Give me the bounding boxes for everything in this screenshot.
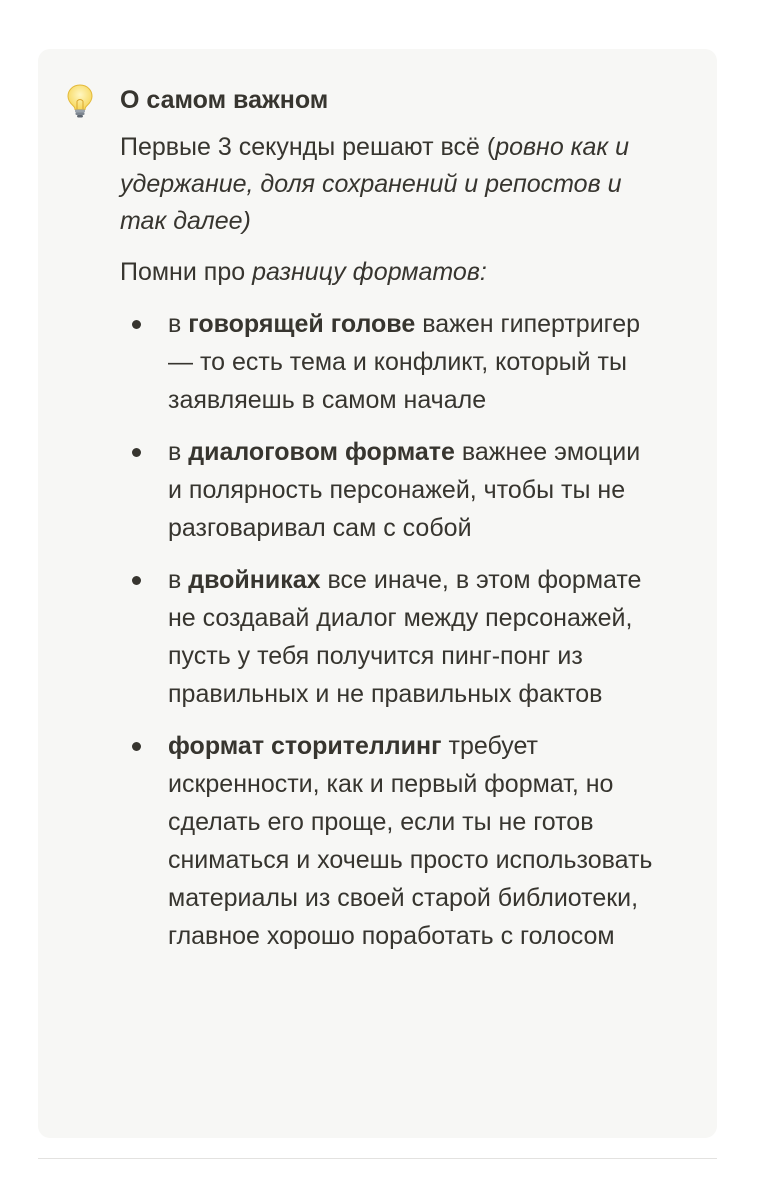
lead-text: Помни про — [120, 258, 253, 286]
intro-italic: ровно как и удержание, доля сохранений и репостов и так далее) — [120, 133, 630, 235]
bullet-icon — [132, 742, 141, 751]
list-item — [120, 305, 660, 419]
bullet-icon — [132, 320, 141, 329]
intro-text: Первые 3 секунды решают всё ( — [120, 133, 496, 161]
callout-block — [38, 49, 717, 1138]
list-item — [120, 727, 660, 955]
item-text: все иначе, в этом формате не создавай диалог между персонажей, пусть у тебя получится пинг-понг из правильных и не правильных фактов — [168, 566, 642, 708]
bullet-icon — [132, 448, 141, 457]
callout-title: О самом важном — [120, 86, 329, 114]
item-bold: говорящей голове — [188, 310, 416, 338]
lead-paragraph — [120, 254, 660, 291]
item-prefix: в — [168, 566, 189, 594]
callout-content — [120, 81, 660, 969]
item-bold: диалоговом формате — [188, 438, 455, 466]
list-item — [120, 561, 660, 713]
item-bold: формат сторителлинг — [168, 732, 442, 760]
item-text: важнее эмоции и полярность персонажей, чтобы ты не разговаривал сам с собой — [168, 438, 641, 542]
intro-paragraph — [120, 129, 660, 240]
lead-italic: разницу форматов: — [252, 258, 487, 286]
item-prefix: в — [168, 438, 189, 466]
format-list — [120, 305, 660, 955]
bullet-icon — [132, 576, 141, 585]
divider — [38, 1158, 717, 1159]
item-text: важен гипертригер — то есть тема и конфликт, который ты заявляешь в самом начале — [168, 310, 641, 414]
list-item — [120, 433, 660, 547]
item-prefix: в — [168, 310, 189, 338]
lightbulb-icon — [66, 83, 94, 119]
item-text: требует искренности, как и первый формат, но сделать его проще, если ты не готов сниматься и хочешь просто использовать материалы из своей старой библиотеки, главное хорошо поработать с голосом — [168, 732, 653, 950]
item-bold: двойниках — [188, 566, 321, 594]
